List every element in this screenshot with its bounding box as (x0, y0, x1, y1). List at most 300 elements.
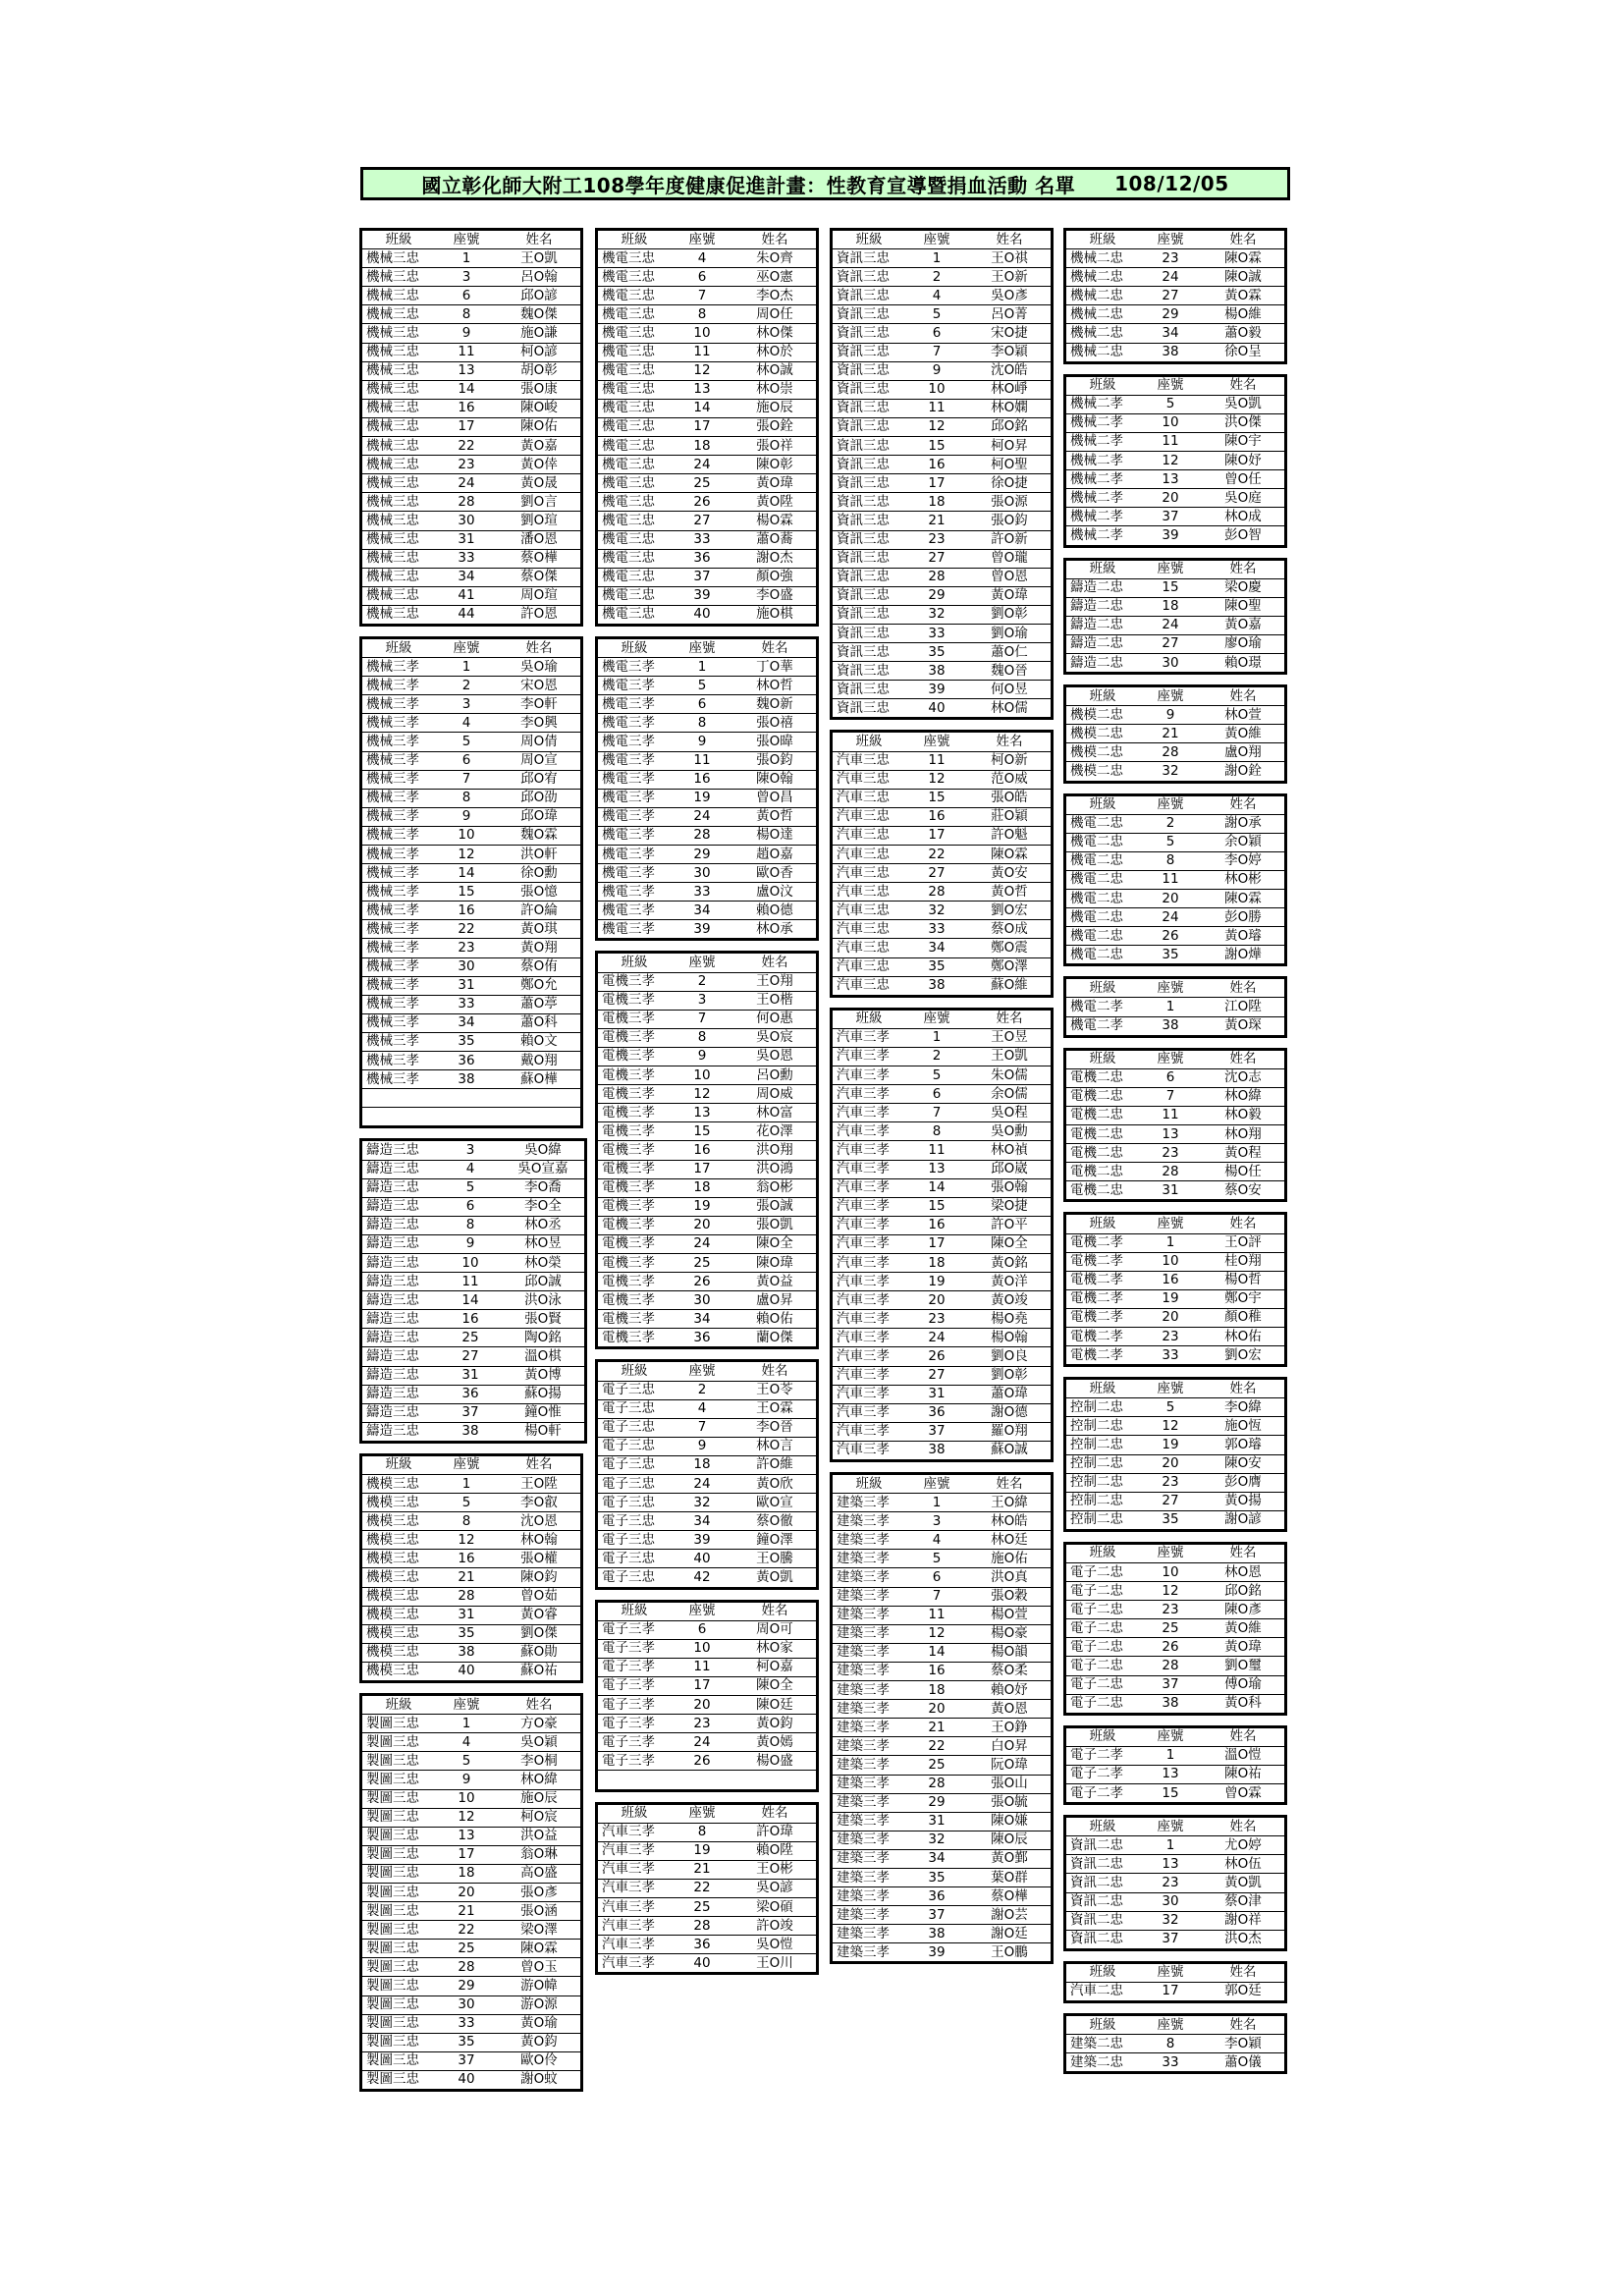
seat-cell: 28 (1139, 1163, 1202, 1181)
seat-cell: 5 (905, 1066, 968, 1085)
seat-cell: 5 (1139, 1398, 1202, 1417)
seat-cell: 40 (671, 1954, 733, 1974)
name-cell: 林O傑 (733, 324, 818, 343)
seat-cell: 2 (671, 1381, 733, 1399)
name-cell: 黃O哲 (968, 883, 1053, 902)
name-cell: 陳O彥 (1202, 1601, 1286, 1619)
class-cell: 汽車三忠 (832, 920, 906, 939)
seat-cell: 19 (1139, 1289, 1202, 1308)
roster-row (1065, 1346, 1286, 1366)
name-cell: 林O禎 (968, 1141, 1053, 1160)
name-cell: 蘇O揚 (502, 1385, 586, 1403)
roster-row (361, 1715, 582, 1733)
seat-cell: 11 (671, 751, 733, 770)
seat-cell: 20 (905, 1291, 968, 1310)
name-cell: 洪O泳 (502, 1291, 586, 1310)
roster-column-2 (595, 228, 813, 1985)
name-cell: 呂O菁 (968, 305, 1053, 324)
class-cell: 機電三孝 (597, 770, 672, 789)
class-cell: 建築二忠 (1065, 2053, 1140, 2073)
seat-cell: 37 (905, 1422, 968, 1441)
seat-cell: 32 (671, 1494, 733, 1512)
name-cell: 劉O彰 (968, 605, 1053, 624)
name-cell: 周O威 (733, 1085, 818, 1104)
roster-header-row (1065, 1214, 1286, 1233)
name-cell: 陳O聖 (1202, 597, 1286, 616)
seat-cell: 15 (905, 437, 968, 456)
roster-row (597, 1531, 818, 1550)
roster-row (832, 939, 1053, 957)
class-cell: 資訊三忠 (832, 324, 906, 343)
seat-cell: 17 (1139, 1982, 1202, 2001)
roster-row (597, 268, 818, 287)
roster-row (597, 864, 818, 883)
roster-table (1063, 1542, 1287, 1716)
roster-row (597, 1234, 818, 1253)
seat-cell: 7 (905, 1587, 968, 1606)
roster-row (597, 1253, 818, 1272)
class-cell: 機械二孝 (1065, 470, 1140, 489)
seat-cell: 35 (1139, 946, 1202, 965)
name-cell: 洪O翔 (733, 1141, 818, 1160)
seat-cell: 3 (671, 991, 733, 1010)
seat-cell: 34 (435, 1013, 498, 1032)
roster-row (832, 681, 1053, 699)
roster-row (597, 1494, 818, 1512)
name-cell: 謝O廷 (968, 1925, 1053, 1943)
roster-row (832, 493, 1053, 512)
roster-row (597, 305, 818, 324)
class-cell: 機電二忠 (1065, 870, 1140, 889)
seat-cell: 22 (905, 846, 968, 864)
name-cell: 蘇O祐 (498, 1662, 582, 1681)
roster-row (361, 1550, 582, 1568)
seat-cell: 16 (671, 770, 733, 789)
name-cell: 洪O益 (498, 1827, 582, 1845)
class-header: 班級 (1065, 1214, 1140, 1233)
seat-cell: 23 (1139, 1874, 1202, 1892)
roster-row (1065, 1436, 1286, 1454)
roster-row (597, 1160, 818, 1178)
name-cell: 黃O安 (968, 864, 1053, 883)
class-cell: 機械三忠 (361, 437, 436, 456)
roster-row (1065, 324, 1286, 343)
roster-row (832, 1849, 1053, 1868)
seat-cell: 33 (435, 995, 498, 1013)
name-cell: 洪O杰 (1202, 1930, 1286, 1949)
roster-row (361, 1070, 582, 1089)
roster-row (597, 1512, 818, 1531)
roster-row (832, 1831, 1053, 1849)
name-cell: 戴O翔 (498, 1052, 582, 1070)
name-cell: 歐O宣 (733, 1494, 818, 1512)
roster-row (361, 1197, 586, 1216)
class-cell: 鑄造三忠 (361, 1347, 440, 1366)
class-cell: 電子三孝 (597, 1639, 672, 1658)
roster-row (832, 1868, 1053, 1886)
seat-cell: 27 (1139, 634, 1202, 653)
class-cell: 汽車三孝 (832, 1329, 906, 1347)
seat-cell: 12 (435, 846, 498, 864)
class-cell: 控制二忠 (1065, 1417, 1140, 1436)
class-cell: 機電三孝 (597, 864, 672, 883)
class-cell: 製圖三忠 (361, 1752, 436, 1771)
name-cell: 尤O婷 (1202, 1836, 1286, 1855)
name-cell: 黃O欣 (733, 1475, 818, 1494)
seat-cell: 21 (435, 1902, 498, 1921)
seat-header: 座號 (1139, 1214, 1202, 1233)
class-header: 班級 (1065, 230, 1140, 249)
name-cell: 何O昱 (968, 681, 1053, 699)
seat-cell: 34 (671, 1310, 733, 1329)
name-header: 姓名 (1202, 375, 1286, 395)
roster-row (832, 1662, 1053, 1680)
roster-row (597, 1122, 818, 1141)
roster-row (832, 1291, 1053, 1310)
class-cell: 機模三忠 (361, 1587, 436, 1606)
class-cell: 機電二忠 (1065, 946, 1140, 965)
class-cell: 電機二忠 (1065, 1106, 1140, 1124)
roster-row (832, 456, 1053, 474)
class-cell: 機模三忠 (361, 1475, 436, 1494)
name-cell: 白O昇 (968, 1737, 1053, 1756)
seat-cell: 4 (671, 249, 733, 268)
seat-cell: 10 (435, 826, 498, 845)
class-cell: 機模二忠 (1065, 706, 1140, 725)
roster-row (597, 1841, 818, 1860)
name-cell: 陳O霖 (498, 1940, 582, 1958)
seat-cell: 23 (1139, 1327, 1202, 1345)
roster-table (830, 1008, 1054, 1462)
seat-cell: 21 (671, 1860, 733, 1879)
class-cell: 資訊三忠 (832, 305, 906, 324)
roster-row (1065, 1417, 1286, 1436)
name-cell: 蕭O仁 (968, 643, 1053, 662)
roster-row (361, 456, 582, 474)
roster-row (361, 1568, 582, 1587)
seat-cell: 1 (1139, 1746, 1202, 1765)
seat-cell: 5 (671, 677, 733, 695)
class-cell: 機電三忠 (597, 380, 672, 399)
name-cell: 張O權 (498, 1550, 582, 1568)
roster-row (832, 1366, 1053, 1385)
roster-row (361, 512, 582, 530)
roster-row (597, 1917, 818, 1936)
name-cell: 蘇O勛 (498, 1643, 582, 1662)
roster-row (832, 1550, 1053, 1568)
name-cell: 徐O勳 (498, 864, 582, 883)
name-cell: 黃O鄞 (968, 1849, 1053, 1868)
name-cell: 柯O聖 (968, 456, 1053, 474)
roster-row (361, 1512, 582, 1531)
class-cell: 電子三忠 (597, 1550, 672, 1568)
roster-row (361, 1310, 586, 1329)
seat-cell: 15 (671, 1122, 733, 1141)
roster-table (595, 1802, 819, 1976)
name-cell: 徐O捷 (968, 474, 1053, 493)
class-cell: 機電二忠 (1065, 890, 1140, 908)
roster-row (361, 1624, 582, 1643)
seat-cell: 9 (671, 1437, 733, 1455)
seat-cell: 28 (905, 1775, 968, 1793)
seat-cell: 8 (671, 1028, 733, 1047)
roster-row (597, 1381, 818, 1399)
seat-cell: 7 (905, 343, 968, 361)
roster-row (361, 1662, 582, 1681)
roster-row (361, 605, 582, 625)
class-header: 班級 (361, 637, 436, 657)
roster-row (597, 1329, 818, 1348)
document-title: 國立彰化師大附工108學年度健康促進計畫：性教育宣導暨捐血活動 名單 (421, 173, 1076, 197)
roster-row (597, 846, 818, 864)
name-cell: 梁O慶 (1202, 578, 1286, 597)
roster-row (361, 1845, 582, 1864)
roster-row (597, 1178, 818, 1197)
roster-row (1065, 1657, 1286, 1675)
seat-cell: 5 (905, 305, 968, 324)
roster-row (361, 1178, 586, 1197)
seat-cell: 33 (435, 2014, 498, 2033)
class-cell: 機模三忠 (361, 1531, 436, 1550)
roster-table (359, 1693, 583, 2092)
class-cell: 機械三孝 (361, 658, 436, 677)
roster-row (832, 1887, 1053, 1906)
name-cell: 花O澤 (733, 1122, 818, 1141)
class-cell: 資訊三忠 (832, 287, 906, 305)
class-cell: 製圖三忠 (361, 1715, 436, 1733)
class-cell: 建築三孝 (832, 1906, 906, 1925)
class-cell: 機模三忠 (361, 1512, 436, 1531)
class-cell: 控制二忠 (1065, 1492, 1140, 1510)
seat-cell: 18 (905, 1681, 968, 1700)
seat-cell: 1 (1139, 998, 1202, 1016)
seat-cell: 4 (439, 1160, 502, 1178)
class-header: 班級 (1065, 1962, 1140, 1982)
class-cell: 建築三孝 (832, 1550, 906, 1568)
name-cell: 張O銓 (733, 417, 818, 436)
roster-row (1065, 927, 1286, 946)
class-cell: 汽車三孝 (597, 1823, 672, 1841)
class-cell: 機械三忠 (361, 361, 436, 380)
class-cell: 汽車三孝 (597, 1917, 672, 1936)
roster-row (597, 1676, 818, 1695)
name-cell: 鄭O澤 (968, 957, 1053, 976)
roster-row (832, 1347, 1053, 1366)
name-cell: 王O錚 (968, 1719, 1053, 1737)
roster-row (1065, 1638, 1286, 1657)
roster-row (1065, 452, 1286, 470)
class-cell: 電子三孝 (597, 1696, 672, 1715)
name-cell: 王O凱 (968, 1047, 1053, 1066)
seat-cell: 31 (905, 1385, 968, 1403)
roster-row (1065, 1892, 1286, 1911)
name-cell: 張O誠 (733, 1197, 818, 1216)
seat-header: 座號 (1139, 375, 1202, 395)
seat-cell: 28 (1139, 1657, 1202, 1675)
name-cell: 巫O憲 (733, 268, 818, 287)
class-cell: 汽車三孝 (832, 1347, 906, 1366)
roster-row (361, 1366, 586, 1385)
class-cell: 汽車三孝 (832, 1104, 906, 1122)
name-cell: 黃O揚 (1202, 1492, 1286, 1510)
roster-row (832, 1141, 1053, 1160)
name-header: 姓名 (1202, 1379, 1286, 1398)
name-cell: 張O康 (498, 380, 582, 399)
class-cell: 電子三忠 (597, 1437, 672, 1455)
class-cell: 機械二孝 (1065, 526, 1140, 546)
seat-cell: 31 (1139, 1181, 1202, 1201)
seat-cell: 6 (671, 1620, 733, 1639)
roster-table (1063, 1815, 1287, 1951)
seat-cell: 11 (905, 1141, 968, 1160)
roster-row (832, 1925, 1053, 1943)
name-cell: 蘭O傑 (733, 1329, 818, 1348)
class-cell: 汽車三孝 (597, 1897, 672, 1916)
class-cell: 汽車三孝 (832, 1310, 906, 1329)
class-cell: 機械二忠 (1065, 249, 1140, 268)
seat-cell: 34 (905, 939, 968, 957)
class-cell: 機械二忠 (1065, 324, 1140, 343)
seat-cell: 21 (905, 1719, 968, 1737)
name-header: 姓名 (498, 1454, 582, 1474)
class-cell: 電子三孝 (597, 1676, 672, 1695)
class-cell: 汽車三孝 (597, 1879, 672, 1897)
class-cell: 資訊三忠 (832, 605, 906, 624)
roster-row (361, 530, 582, 549)
name-cell: 李O興 (498, 714, 582, 733)
roster-row (361, 1475, 582, 1494)
seat-cell: 17 (671, 1160, 733, 1178)
name-cell: 宋O恩 (498, 677, 582, 695)
name-cell: 魏O霖 (498, 826, 582, 845)
class-cell: 製圖三忠 (361, 2033, 436, 2051)
name-cell: 林O崢 (968, 380, 1053, 399)
roster-header-row (1065, 2014, 1286, 2034)
name-header: 姓名 (1202, 1543, 1286, 1562)
name-header: 姓名 (498, 1695, 582, 1715)
roster-row (361, 1013, 582, 1032)
name-cell: 吳O瑜 (498, 658, 582, 677)
class-cell: 建築三孝 (832, 1925, 906, 1943)
roster-row (832, 1403, 1053, 1422)
class-cell: 機電三忠 (597, 605, 672, 625)
roster-row (832, 287, 1053, 305)
roster-row (597, 1010, 818, 1028)
seat-cell: 22 (435, 1921, 498, 1940)
seat-cell: 18 (435, 1864, 498, 1883)
roster-row (361, 826, 582, 845)
class-header: 班級 (1065, 1379, 1140, 1398)
name-cell: 李O緯 (1202, 1398, 1286, 1417)
class-cell: 機械三孝 (361, 1032, 436, 1051)
name-cell: 江O陞 (1202, 998, 1286, 1016)
seat-cell: 40 (671, 605, 733, 625)
name-cell: 林O皓 (968, 1512, 1053, 1531)
class-cell: 機模三忠 (361, 1624, 436, 1643)
class-cell: 機模三忠 (361, 1550, 436, 1568)
class-cell: 機模三忠 (361, 1643, 436, 1662)
seat-cell: 8 (905, 1122, 968, 1141)
roster-row (361, 549, 582, 568)
seat-cell: 11 (1139, 870, 1202, 889)
name-cell: 黃O益 (733, 1273, 818, 1291)
class-cell: 鑄造三忠 (361, 1253, 440, 1272)
name-cell: 陳O辰 (968, 1831, 1053, 1849)
roster-row (597, 1550, 818, 1568)
seat-header: 座號 (671, 637, 733, 657)
roster-header-row (1065, 559, 1286, 578)
seat-cell: 6 (435, 287, 498, 305)
name-cell: 余O儒 (968, 1085, 1053, 1104)
class-cell: 鑄造二忠 (1065, 578, 1140, 597)
roster-row (832, 568, 1053, 586)
seat-header: 座號 (1139, 978, 1202, 998)
seat-cell: 18 (671, 437, 733, 456)
roster-row (597, 658, 818, 677)
seat-cell: 24 (671, 1475, 733, 1494)
roster-row (1065, 1492, 1286, 1510)
class-cell: 鑄造三忠 (361, 1160, 440, 1178)
roster-row (597, 437, 818, 456)
roster-row (1065, 706, 1286, 725)
name-cell: 彭O勝 (1202, 908, 1286, 927)
seat-cell: 25 (671, 1253, 733, 1272)
class-cell: 機械三忠 (361, 380, 436, 399)
name-header: 姓名 (733, 637, 818, 657)
name-cell: 黃O科 (1202, 1694, 1286, 1714)
name-header: 姓名 (1202, 559, 1286, 578)
roster-row (832, 1028, 1053, 1047)
roster-header-row (597, 1803, 818, 1823)
seat-cell: 11 (1139, 1106, 1202, 1124)
roster-row (597, 549, 818, 568)
seat-cell: 8 (1139, 2035, 1202, 2053)
name-cell: 劉O言 (498, 493, 582, 512)
seat-cell: 17 (905, 1234, 968, 1253)
name-header: 姓名 (968, 732, 1053, 751)
seat-cell: 9 (1139, 706, 1202, 725)
name-cell: 黃O琛 (1202, 1016, 1286, 1036)
seat-cell: 12 (905, 417, 968, 436)
seat-cell: 35 (905, 1868, 968, 1886)
class-cell: 機電三忠 (597, 512, 672, 530)
class-cell: 機械三忠 (361, 605, 436, 625)
class-cell: 電子二孝 (1065, 1746, 1140, 1765)
roster-row (1065, 833, 1286, 851)
seat-cell: 38 (905, 662, 968, 681)
name-cell: 高O盛 (498, 1864, 582, 1883)
name-cell: 周O宣 (498, 751, 582, 770)
roster-table (830, 730, 1054, 997)
class-cell: 機械二忠 (1065, 343, 1140, 362)
name-cell: 劉O宏 (1202, 1346, 1286, 1366)
name-cell: 沈O志 (1202, 1068, 1286, 1087)
name-cell: 陳O廷 (733, 1696, 818, 1715)
seat-cell: 6 (905, 1085, 968, 1104)
name-cell: 黃O瑋 (968, 586, 1053, 605)
name-cell: 葉O群 (968, 1868, 1053, 1886)
seat-cell (671, 1771, 733, 1790)
class-cell: 建築三孝 (832, 1531, 906, 1550)
name-cell: 桂O翔 (1202, 1252, 1286, 1271)
class-cell: 機電三忠 (597, 268, 672, 287)
class-cell: 機電三孝 (597, 677, 672, 695)
roster-row (361, 361, 582, 380)
seat-cell: 3 (439, 1140, 502, 1160)
name-cell: 王O彬 (733, 1860, 818, 1879)
roster-row (832, 380, 1053, 399)
seat-cell: 7 (435, 770, 498, 789)
